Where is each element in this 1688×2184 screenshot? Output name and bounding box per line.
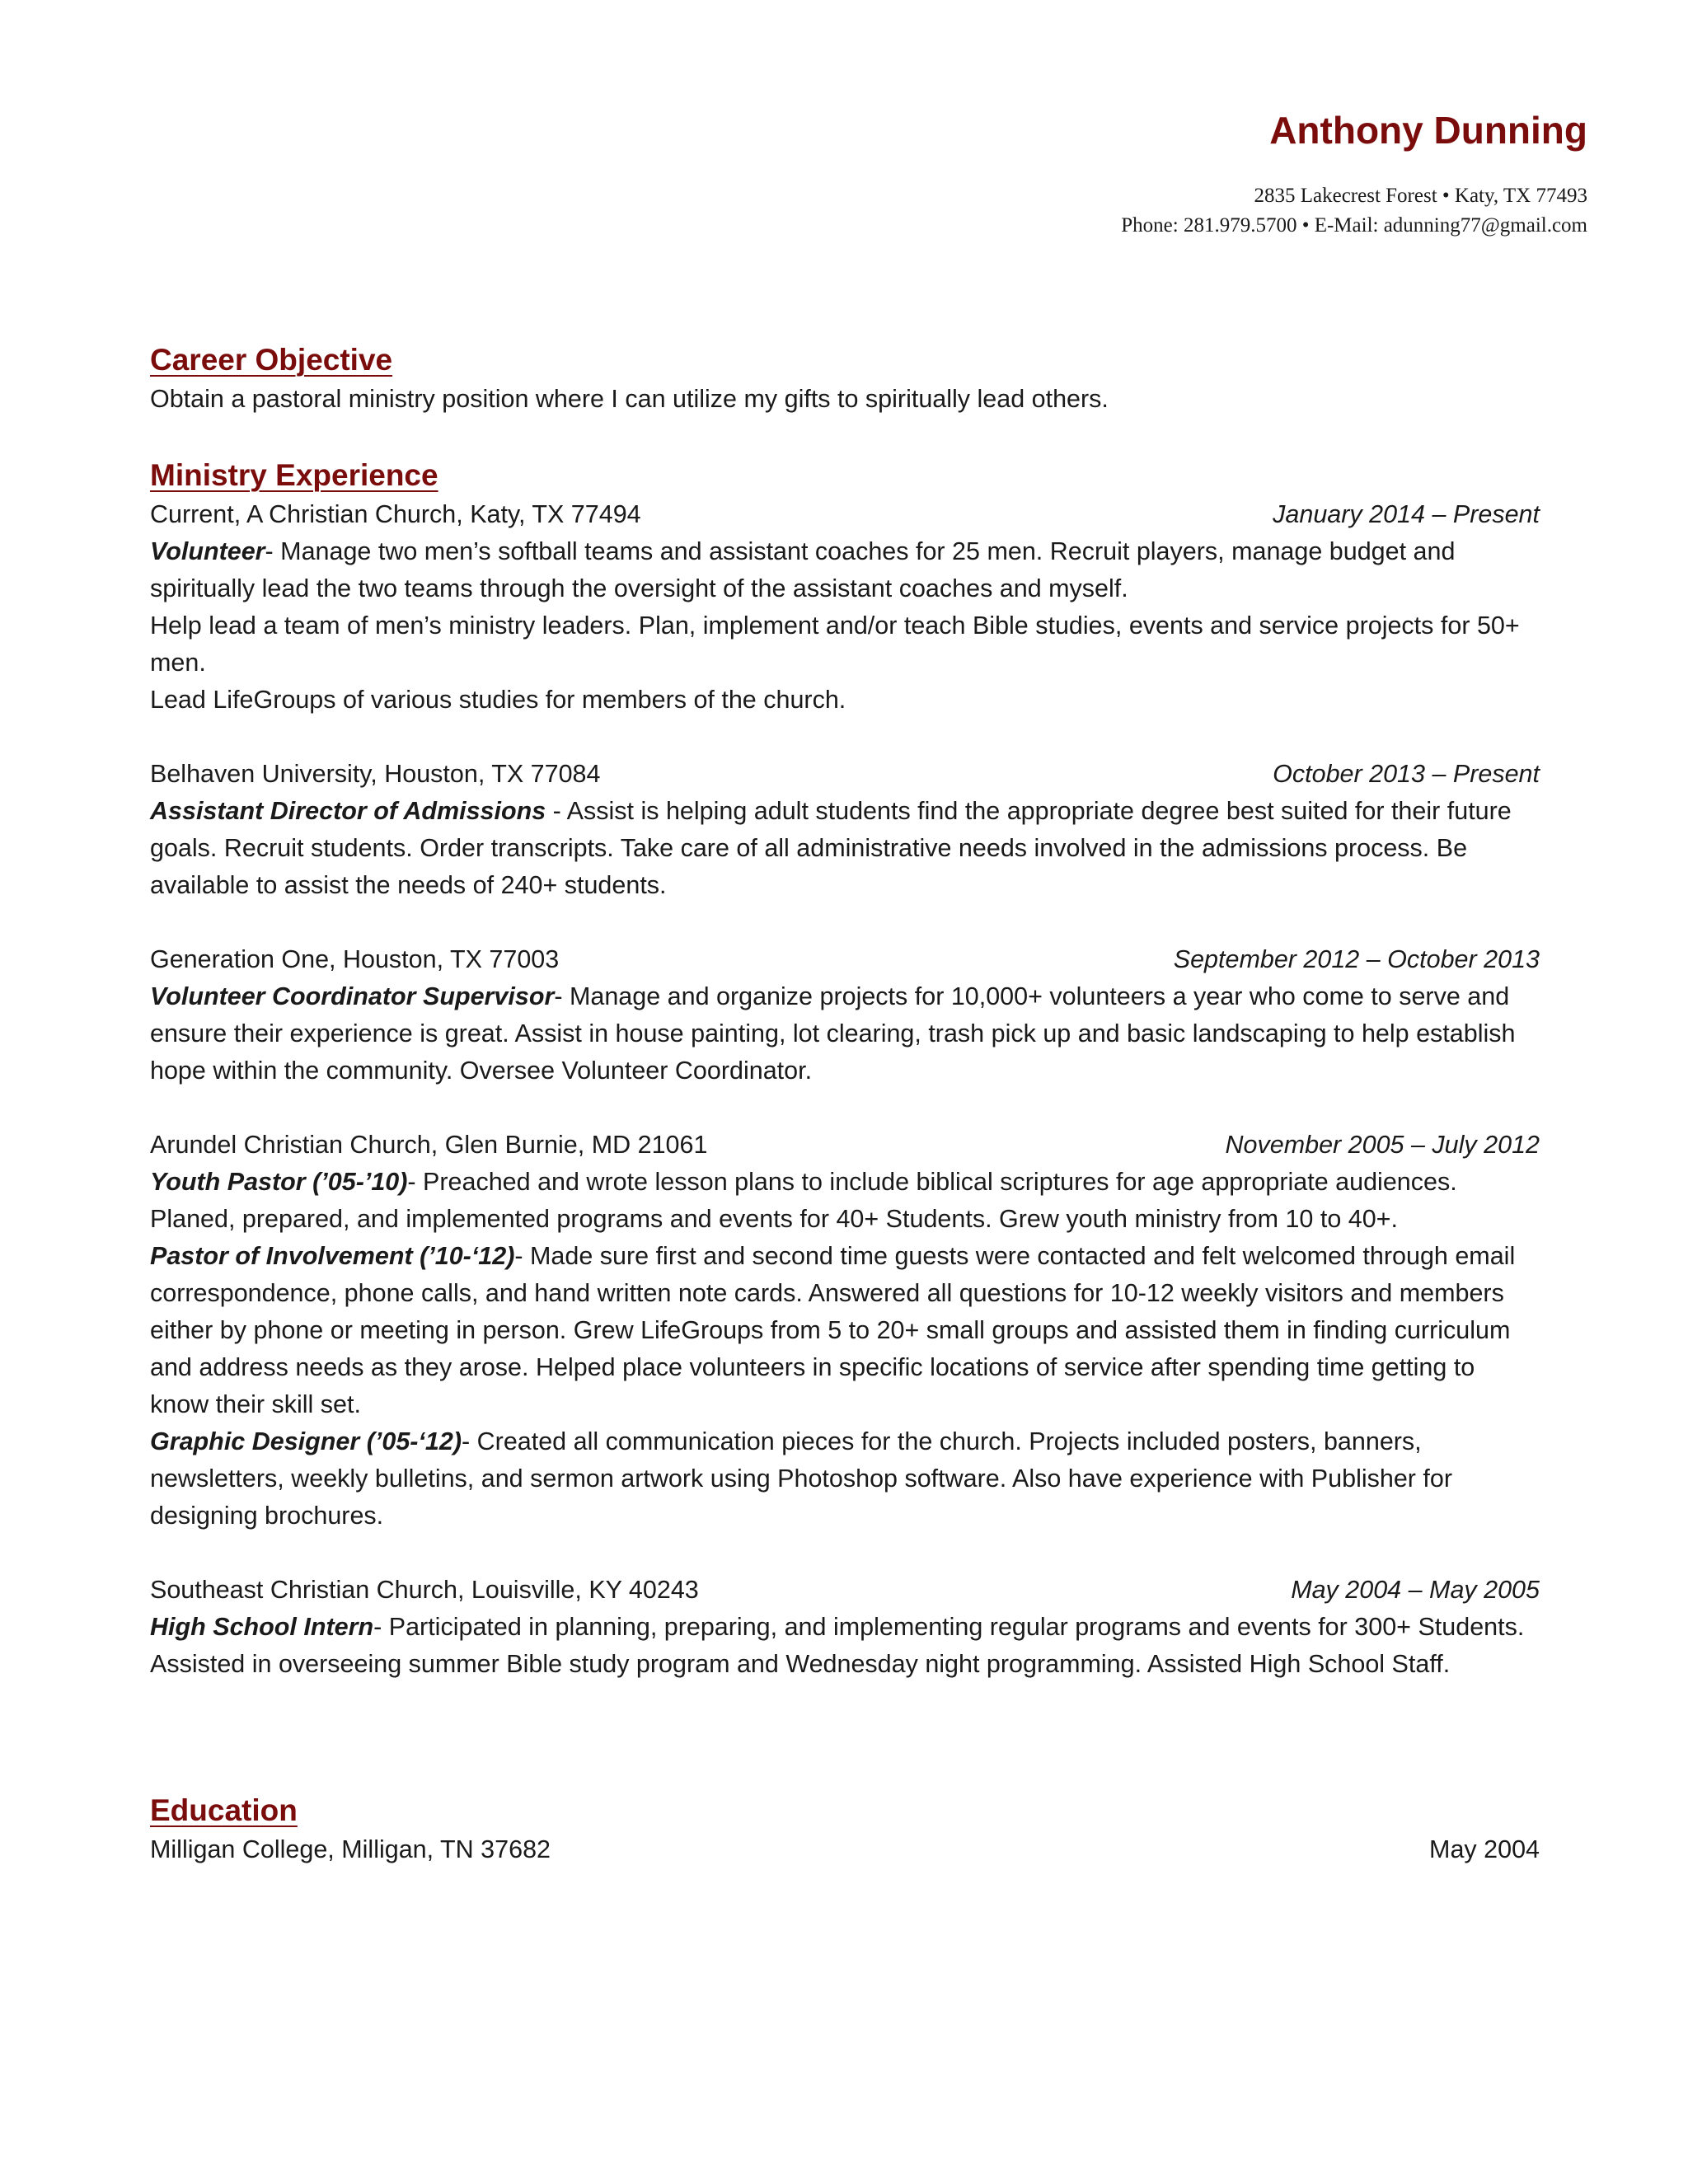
experience-entry <box>150 1572 1540 1683</box>
entry-dates: October 2013 – Present <box>1273 760 1540 788</box>
entry-organization: Generation One, Houston, TX 77003 <box>150 945 560 973</box>
entry-header <box>150 1127 1540 1164</box>
career-objective-section <box>150 340 1540 418</box>
resume-header <box>1121 105 1587 241</box>
role-title: Youth Pastor (’05-’10) <box>150 1168 408 1196</box>
role-text: - Assist is helping adult students find the appropriate degree best suited for their future goals. Recruit students. Order transcripts. Take care of all administrative needs involved in the admissions process. Be available to assist the needs of 240+ students. <box>150 797 1512 899</box>
resume-body <box>150 340 1540 1868</box>
entry-dates: January 2014 – Present <box>1273 500 1540 528</box>
entry-organization: Belhaven University, Houston, TX 77084 <box>150 760 601 788</box>
role-description <box>150 978 1540 1090</box>
role-text: - Manage and organize projects for 10,000+ volunteers a year who come to serve and ensure their experience is great. Assist in house painting, lot clearing, trash pick up and basic landscaping to help establish hope within the community. Oversee Volunteer Coordinator. <box>150 982 1516 1085</box>
entry-organization: Southeast Christian Church, Louisville, KY 40243 <box>150 1576 699 1604</box>
entry-organization: Current, A Christian Church, Katy, TX 77494 <box>150 500 641 528</box>
role-text: - Created all communication pieces for the church. Projects included posters, banners, newsletters, weekly bulletins, and sermon artwork using Photoshop software. Also have experience with Publisher for designing brochures. <box>150 1427 1453 1530</box>
experience-entry <box>150 1127 1540 1535</box>
role-text: - Made sure first and second time guests were contacted and felt welcomed through email correspondence, phone calls, and hand written note cards. Answered all questions for 10-12 weekly visitors and members either by phone or meeting in person. Grew LifeGroups from 5 to 20+ small groups and assisted them in finding curriculum and address needs as they arose. Helped place volunteers in specific locations of service after spending time getting to know their skill set. <box>150 1242 1516 1418</box>
entry-dates: May 2004 – May 2005 <box>1291 1576 1540 1604</box>
entry-header <box>150 941 1540 978</box>
ministry-experience-heading: Ministry Experience <box>150 458 438 492</box>
entry-dates: September 2012 – October 2013 <box>1173 945 1540 973</box>
address-line: 2835 Lakecrest Forest • Katy, TX 77493 <box>1254 185 1587 207</box>
extra-description: Lead LifeGroups of various studies for members of the church. <box>150 686 846 714</box>
role-title: Graphic Designer (’05-‘12) <box>150 1427 462 1455</box>
entry-header <box>150 496 1540 533</box>
extra-description: Help lead a team of men’s ministry leaders. Plan, implement and/or teach Bible studies, events and service projects for 50+ men. <box>150 612 1520 677</box>
role-title: Pastor of Involvement (’10-‘12) <box>150 1242 515 1270</box>
education-heading: Education <box>150 1793 298 1827</box>
entry-header <box>150 756 1540 793</box>
role-text: - Preached and wrote lesson plans to include biblical scriptures for age appropriate audiences. Planed, prepared, and implemented programs and events for 40+ Students. Grew youth ministry from 10 to 40+. <box>150 1168 1457 1233</box>
role-title: High School Intern <box>150 1613 374 1641</box>
education-date: May 2004 <box>1429 1835 1540 1863</box>
career-objective-heading: Career Objective <box>150 343 393 377</box>
role-text: - Manage two men’s softball teams and assistant coaches for 25 men. Recruit players, manage budget and spiritually lead the two teams through the oversight of the assistant coaches and myself. <box>150 537 1456 602</box>
role-description <box>150 1238 1540 1423</box>
role-title: Volunteer Coordinator Supervisor <box>150 982 555 1010</box>
career-objective-text: Obtain a pastoral ministry position where I can utilize my gifts to spiritually lead others. <box>150 385 1109 413</box>
role-description <box>150 1164 1540 1238</box>
role-title: Volunteer <box>150 537 265 565</box>
entry-dates: November 2005 – July 2012 <box>1225 1131 1540 1159</box>
role-description <box>150 1423 1540 1535</box>
role-text: - Participated in planning, preparing, and implementing regular programs and events for 300+ Students. Assisted in overseeing summer Bible study program and Wednesday night programming. Assisted High School Staff. <box>150 1613 1525 1678</box>
experience-entry <box>150 941 1540 1090</box>
applicant-name: Anthony Dunning <box>1269 109 1587 152</box>
role-description <box>150 1609 1540 1683</box>
entry-organization: Arundel Christian Church, Glen Burnie, MD 21061 <box>150 1131 708 1159</box>
education-section <box>150 1790 1540 1868</box>
role-title: Assistant Director of Admissions <box>150 797 546 825</box>
ministry-experience-section <box>150 455 1540 1683</box>
education-entry <box>150 1831 1540 1868</box>
role-description <box>150 533 1540 607</box>
experience-entry <box>150 756 1540 904</box>
experience-entry <box>150 496 1540 719</box>
entry-header <box>150 1572 1540 1609</box>
education-institution: Milligan College, Milligan, TN 37682 <box>150 1835 551 1863</box>
phone-email-line: Phone: 281.979.5700 • E-Mail: adunning77@gmail.com <box>1121 214 1587 237</box>
role-description <box>150 793 1540 904</box>
